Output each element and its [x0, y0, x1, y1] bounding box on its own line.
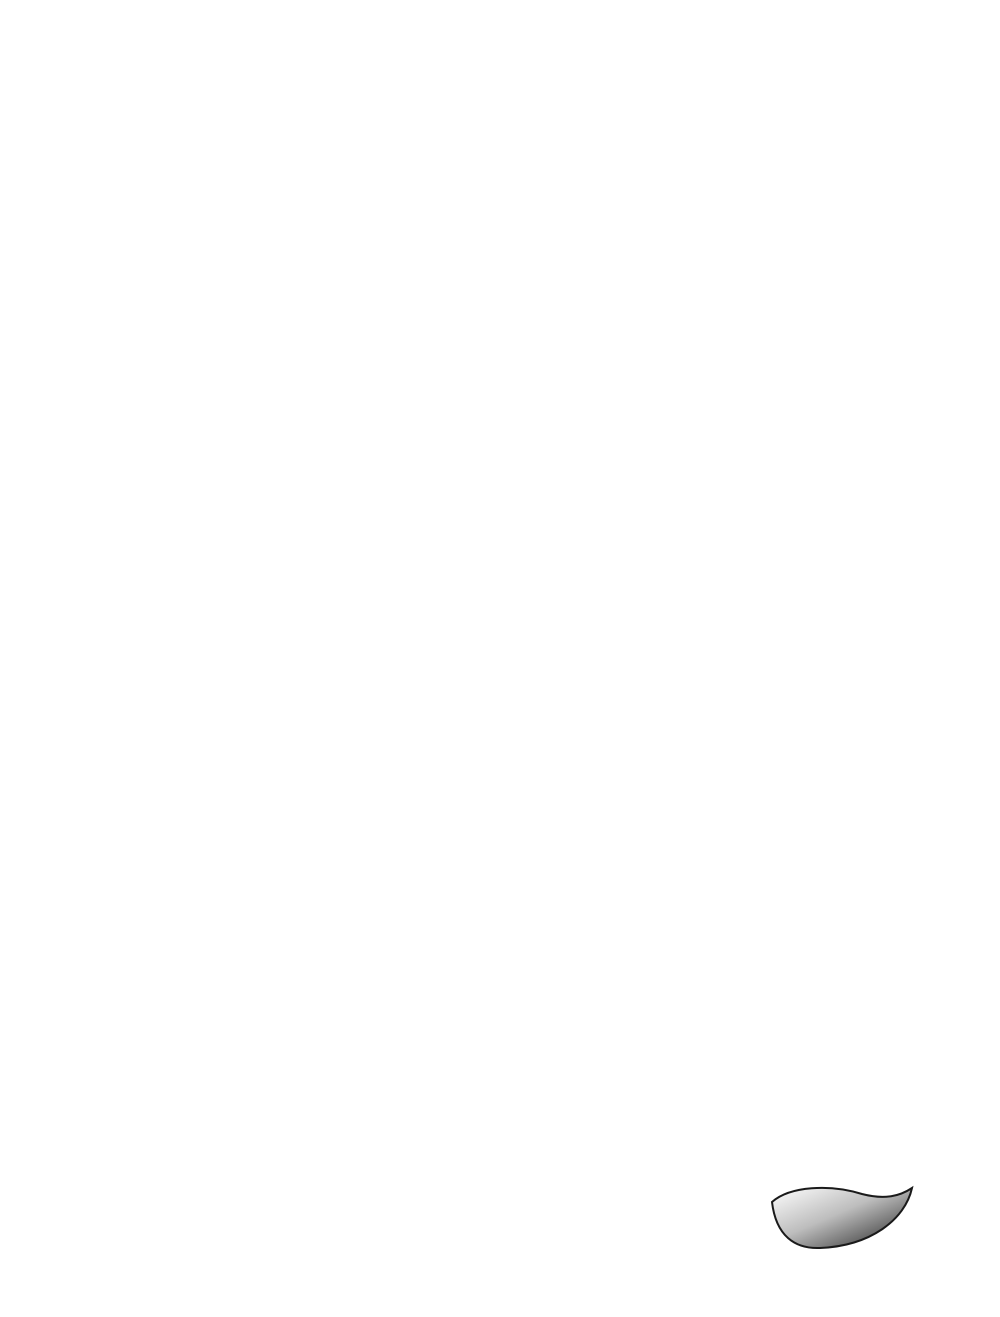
- page-number-leaf-icon: [772, 1188, 912, 1248]
- bottom-ornament-border: [0, 1180, 1000, 1260]
- top-ornament-border: [0, 72, 1000, 112]
